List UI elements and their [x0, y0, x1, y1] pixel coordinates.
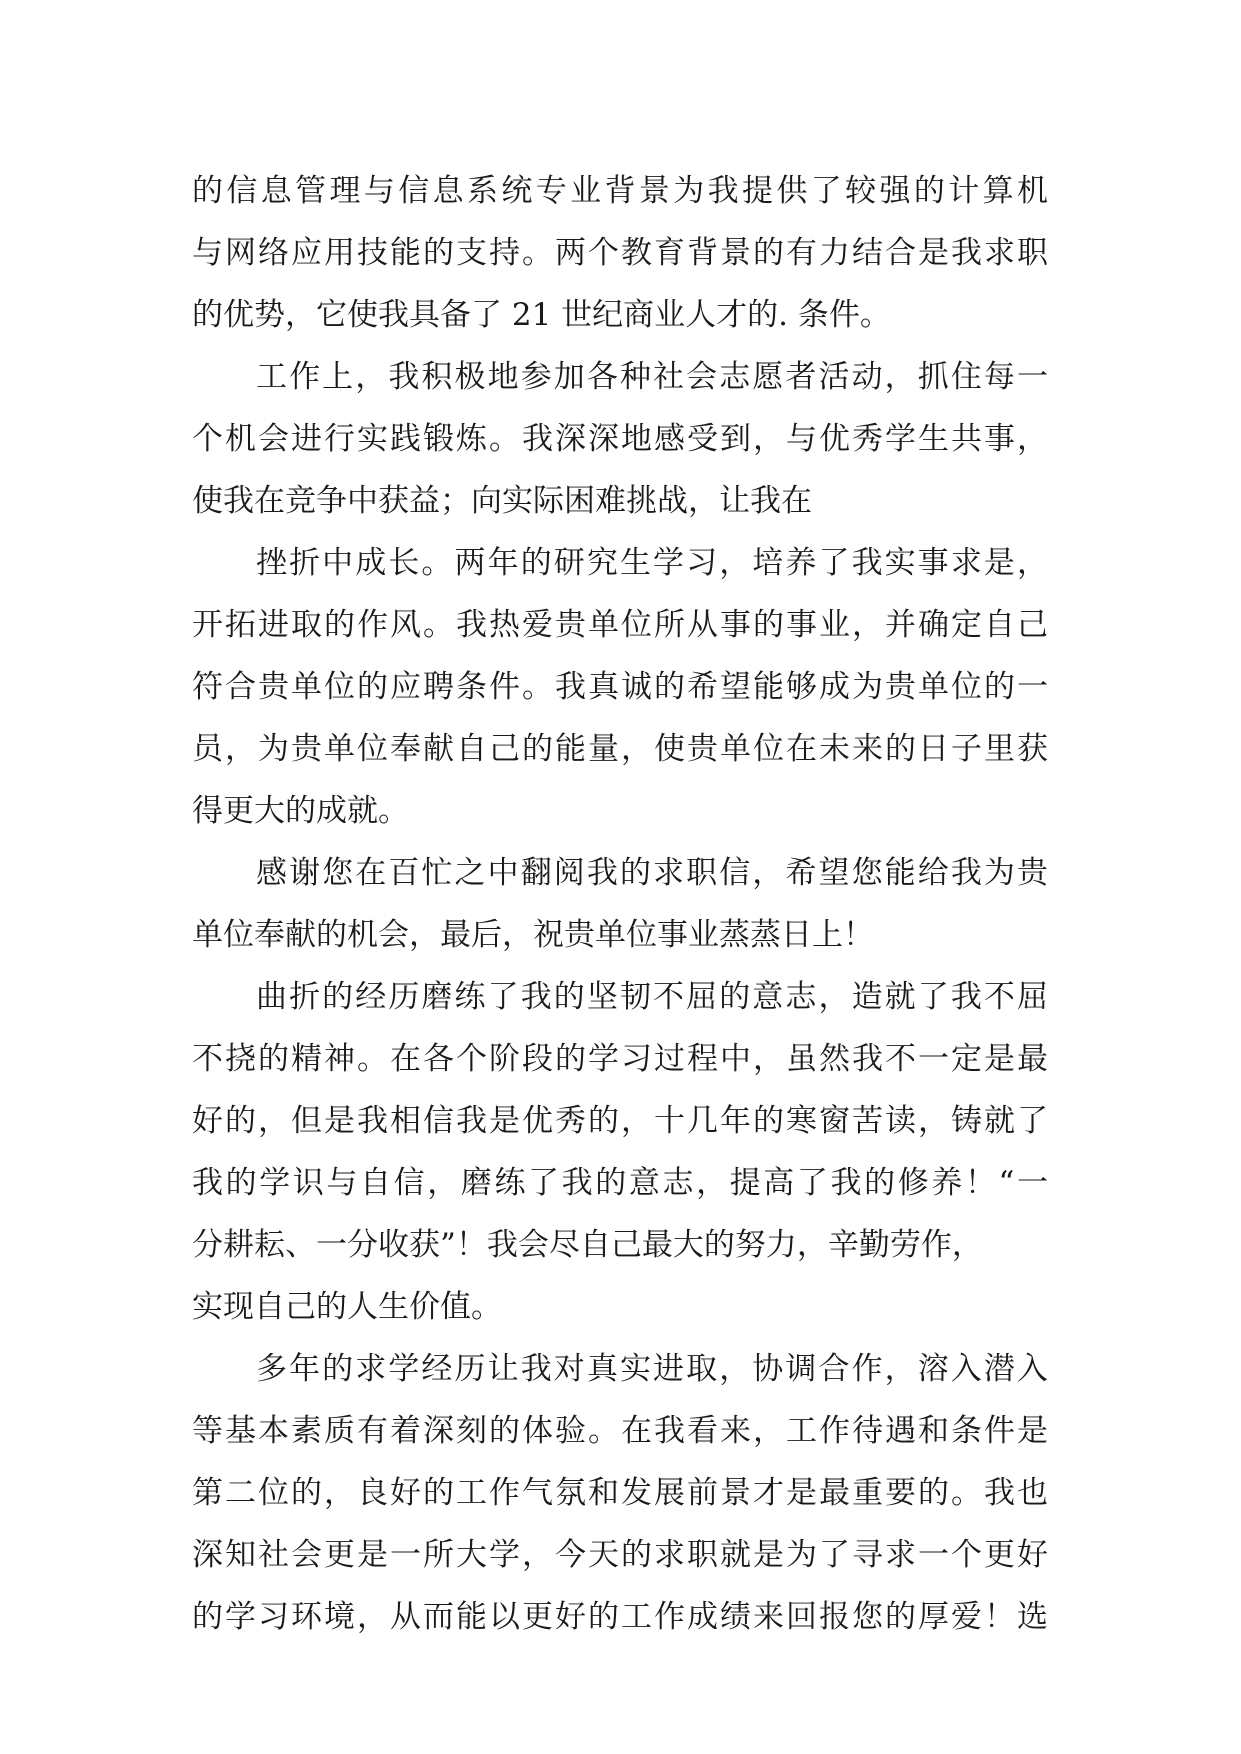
text-line: 深知社会更是一所大学，今天的求职就是为了寻求一个更好	[192, 1537, 1048, 1573]
text-line: 分耕耘、一分收获”！我会尽自己最大的努力，辛勤劳作，	[192, 1227, 983, 1263]
text-line: 得更大的成就。	[192, 793, 409, 829]
text-line: 的信息管理与信息系统专业背景为我提供了较强的计算机	[192, 173, 1048, 209]
text-line: 多年的求学经历让我对真实进取，协调合作，溶入潜入	[256, 1351, 1048, 1387]
text-line: 好的，但是我相信我是优秀的，十几年的寒窗苦读，铸就了	[192, 1103, 1048, 1139]
text-line: 感谢您在百忙之中翻阅我的求职信，希望您能给我为贵	[256, 855, 1048, 891]
text-line: 开拓进取的作风。我热爱贵单位所从事的事业，并确定自己	[192, 607, 1048, 643]
text-line: 单位奉献的机会，最后，祝贵单位事业蒸蒸日上！	[192, 917, 874, 953]
text-line: 曲折的经历磨练了我的坚韧不屈的意志，造就了我不屈	[256, 979, 1048, 1015]
text-line: 使我在竞争中获益；向实际困难挑战，让我在	[192, 483, 812, 519]
text-line: 个机会进行实践锻炼。我深深地感受到，与优秀学生共事，	[192, 421, 1048, 457]
text-line: 的学习环境，从而能以更好的工作成绩来回报您的厚爱！选	[192, 1599, 1048, 1635]
text-line: 等基本素质有着深刻的体验。在我看来，工作待遇和条件是	[192, 1413, 1048, 1449]
text-line: 挫折中成长。两年的研究生学习，培养了我实事求是，	[256, 545, 1048, 581]
text-line: 的优势，它使我具备了 21 世纪商业人才的. 条件。	[192, 297, 891, 333]
text-line: 符合贵单位的应聘条件。我真诚的希望能够成为贵单位的一	[192, 669, 1048, 705]
text-line: 实现自己的人生价值。	[192, 1289, 502, 1325]
text-line: 员，为贵单位奉献自己的能量，使贵单位在未来的日子里获	[192, 731, 1048, 767]
text-line: 与网络应用技能的支持。两个教育背景的有力结合是我求职	[192, 235, 1048, 271]
text-line: 工作上，我积极地参加各种社会志愿者活动，抓住每一	[256, 359, 1048, 395]
text-line: 不挠的精神。在各个阶段的学习过程中，虽然我不一定是最	[192, 1041, 1048, 1077]
text-line: 第二位的，良好的工作气氛和发展前景才是最重要的。我也	[192, 1475, 1048, 1511]
text-line: 我的学识与自信，磨练了我的意志，提高了我的修养！“一	[192, 1165, 1048, 1201]
document-page	[192, 160, 1048, 1648]
